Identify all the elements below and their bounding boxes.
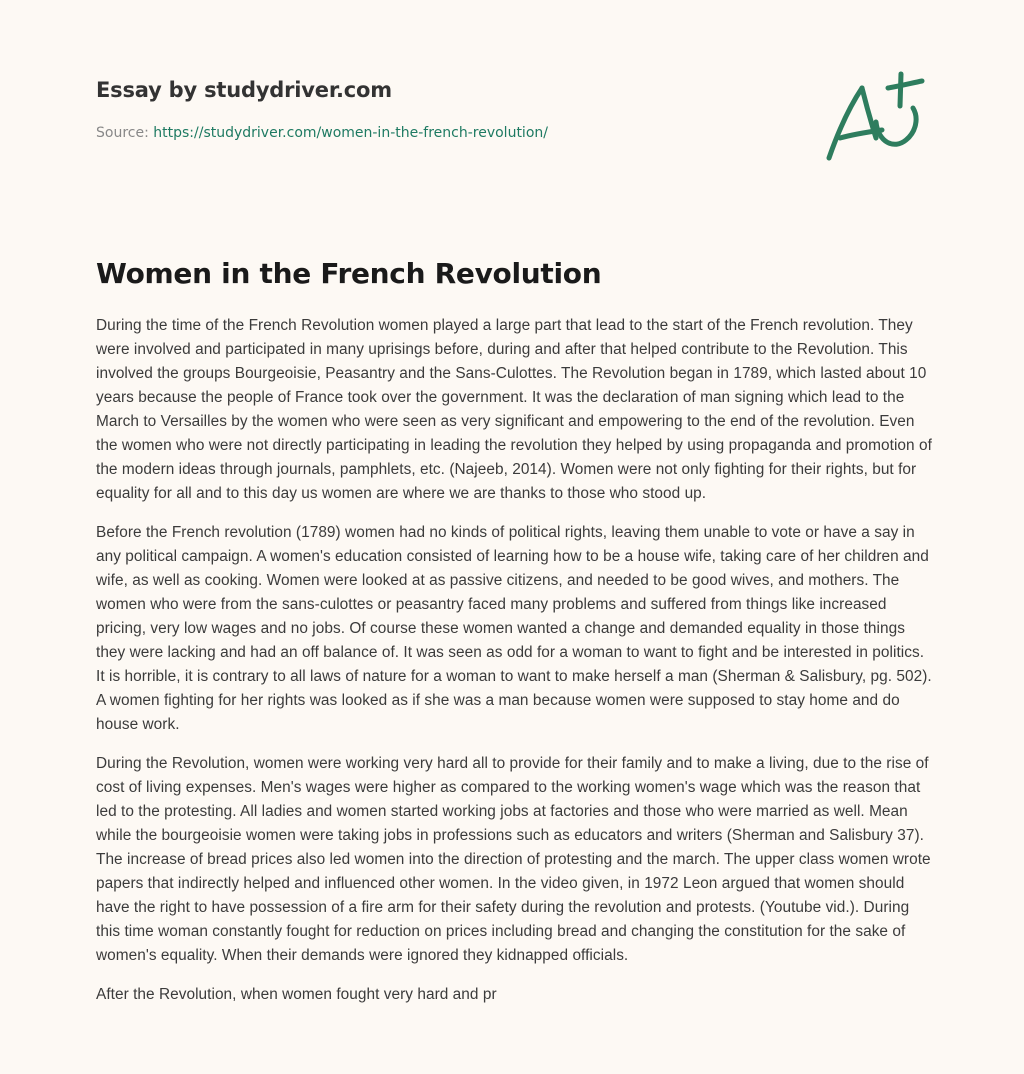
essay-header — [96, 76, 796, 142]
paragraph: Before the French revolution (1789) women had no kinds of political rights, leaving them unable to vote or have a say in any political campaign. A women's education consisted of learning how to be a house wife, taking care of her children and wife, as well as cooking. Women were looked at as passive citizens, and needed to be good wives, and mothers. The women who were from the sans-culottes or peasantry faced many problems and suffered from things like increased pricing, very low wages and no jobs. Of course these women wanted a change and demanded equality in those things they were lacking and had an off balance of. It was seen as odd for a woman to want to fight and be interested in politics. It is horrible, it is contrary to all laws of nature for a woman to want to make herself a man (Sherman & Salisbury, pg. 502). A women fighting for her rights was looked as if she was a man because women were supposed to stay home and do house work. — [96, 524, 932, 733]
a-plus-grade-icon — [820, 64, 930, 168]
source-link[interactable]: https://studydriver.com/women-in-the-french-revolution/ — [153, 125, 548, 141]
brand-title: Essay by studydriver.com — [96, 78, 392, 102]
article-title: Women in the French Revolution — [96, 257, 602, 290]
paragraph: During the Revolution, women were working very hard all to provide for their family and to make a living, due to the rise of cost of living expenses. Men's wages were higher as compared to the working women's wage which was the reason that led to the protesting. All ladies and women started working jobs at factories and those who were married as well. Mean while the bourgeoisie women were taking jobs in professions such as educators and writers (Sherman and Salisbury 37). The increase of bread prices also led women into the direction of protesting and the march. The upper class women wrote papers that indirectly helped and influenced other women. In the video given, in 1972 Leon argued that women should have the right to have possession of a fire arm for their safety during the revolution and protests. (Youtube vid.). During this time woman constantly fought for reduction on prices including bread and changing the constitution for the sake of women's equality. When their demands were ignored they kidnapped officials. — [96, 755, 931, 964]
paragraph: During the time of the French Revolution women played a large part that lead to the start of the French revolution. They were involved and participated in many uprisings before, during and after that helped contribute to the Revolution. This involved the groups Bourgeoisie, Peasantry and the Sans-Culottes. The Revolution began in 1789, which lasted about 10 years because the people of France took over the government. It was the declaration of man signing which lead to the March to Versailles by the women who were seen as very significant and empowering to the end of the revolution. Even the women who were not directly participating in leading the revolution they helped by using propaganda and promotion of the modern ideas through journals, pamphlets, etc. (Najeeb, 2014). Women were not only fighting for their rights, but for equality for all and to this day us women are where we are thanks to those who stood up. — [96, 317, 932, 502]
source-label: Source: — [96, 125, 154, 141]
paragraph-truncated: After the Revolution, when women fought very hard and pr — [96, 986, 497, 1003]
source-line — [96, 124, 796, 142]
article-body — [96, 314, 932, 1022]
